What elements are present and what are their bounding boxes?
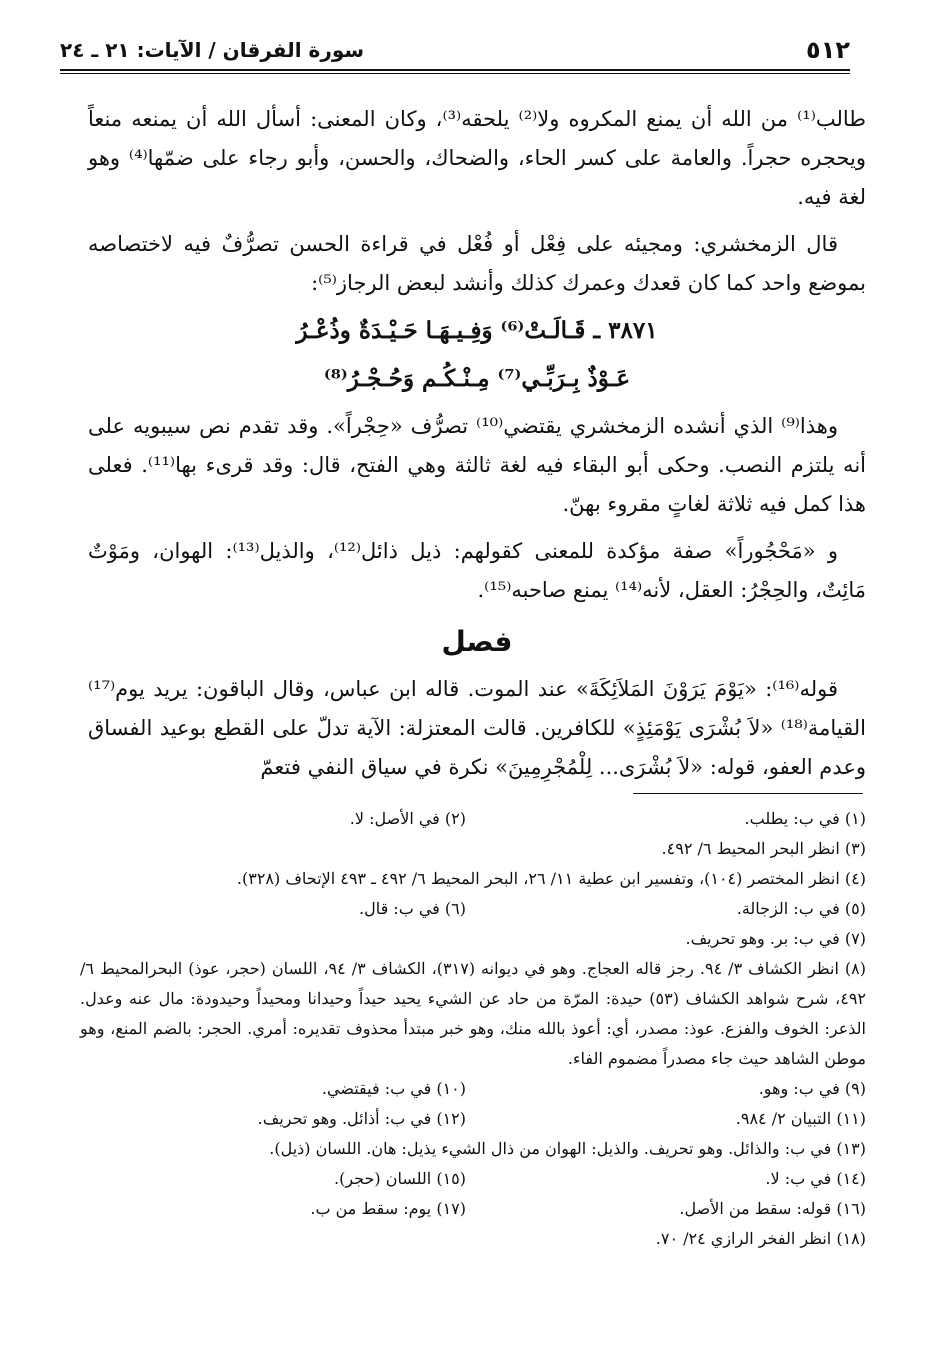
verse-line-2: عَـوْذٌ بِـرَبِّـي⁽⁷⁾ مِـنْـكُـم وَحُـجْـرُ⁽⁸⁾ xyxy=(323,365,631,392)
footnote-17: (١٧) يوم: سقط من ب. xyxy=(310,1199,466,1218)
section-title: فصل xyxy=(441,625,513,658)
footnote-9: (٩) في ب: وهو. xyxy=(758,1079,866,1098)
paragraph-1: طالب⁽¹⁾ من الله أن يمنع المكروه ولا⁽²⁾ يلحقه⁽³⁾، وكان المعنى: أسأل الله أن يمنعه منعاً ويحجره حجراً. والعامة على كسر الحاء، والضحاك، والحسن، وأبو رجاء على ضمّها⁽⁴⁾ وهو لغة فيه. xyxy=(88,107,867,209)
footnote-8: (٨) انظر الكشاف ٣/ ٩٤. رجز قاله العجاج. وهو في ديوانه (٣١٧)، الكشاف ٣/ ٩٤، اللسان (حجر، عوذ) البحرالمحيط ٦/ ٤٩٢، شرح شواهد الكشاف (٥٣) حيدة: المرّة من حاد عن الشيء يحيد حيداً وحيدانا ومحيداً وحيدودة: مال عنه وعدل. الذعر: الخوف والفزع. عوذ: مصدر، أي: أعوذ بالله منك، وهو خبر مبتدأ محذوف تقديره: أمري. الحجر: بالضم المنع، وهو موطن الشاهد حيث جاء مصدراً مضموم الفاء. xyxy=(80,959,867,1068)
page-header xyxy=(60,36,850,66)
footnote-row xyxy=(80,1104,866,1134)
footnote-row xyxy=(80,1164,866,1194)
paragraph-5: قوله⁽¹⁶⁾: «يَوْمَ يَرَوْنَ المَلاَئِكَةَ» عند الموت. قاله ابن عباس، وقال الباقون: يريد يوم⁽¹⁷⁾ القيامة⁽¹⁸⁾ «لاَ بُشْرَى يَوْمَئِذٍ» للكافرين. قالت المعتزلة: الآية تدلّ على القطع بوعيد الفساق وعدم العفو، قوله: «لاَ بُشْرَى... لِلْمُجْرِمِينَ» نكرة في سياق النفي فتعمّ xyxy=(88,677,866,779)
footnote-18: (١٨) انظر الفخر الرازي ٢٤/ ٧٠. xyxy=(655,1229,866,1248)
footnote-4: (٤) انظر المختصر (١٠٤)، وتفسير ابن عطية ١١/ ٢٦، البحر المحيط ٦/ ٤٩٢ ـ ٤٩٣ الإتحاف (٣٢٨). xyxy=(236,869,866,888)
header-rule xyxy=(60,69,850,71)
footnote-separator xyxy=(633,793,863,794)
main-text xyxy=(88,100,866,795)
footnote-row xyxy=(80,1194,866,1224)
paragraph-4: و «مَحْجُوراً» صفة مؤكدة للمعنى كقولهم: ذيل ذائل⁽¹²⁾، والذيل⁽¹³⁾: الهوان، ومَوْتٌ مَائِتٌ، والحِجْرُ: العقل، لأنه⁽¹⁴⁾ يمنع صاحبه⁽¹⁵⁾. xyxy=(88,539,866,602)
footnotes xyxy=(80,804,866,1254)
footnote-1: (١) في ب: يطلب. xyxy=(744,809,866,828)
running-title: سورة الفرقان / الآيات: ٢١ ـ ٢٤ xyxy=(60,38,365,62)
footnote-16: (١٦) قوله: سقط من الأصل. xyxy=(679,1199,866,1218)
footnote-3: (٣) انظر البحر المحيط ٦/ ٤٩٢. xyxy=(661,839,866,858)
footnote-12: (١٢) في ب: أذائل. وهو تحريف. xyxy=(257,1109,466,1128)
footnote-row xyxy=(80,894,866,924)
footnote-7: (٧) في ب: بر. وهو تحريف. xyxy=(685,929,866,948)
footnote-10: (١٠) في ب: فيقتضي. xyxy=(321,1079,466,1098)
header-rule-thin xyxy=(60,73,850,74)
footnote-15: (١٥) اللسان (حجر). xyxy=(334,1169,466,1188)
paragraph-2: قال الزمخشري: ومجيئه على فِعْل أو فُعْل في قراءة الحسن تصرُّفٌ فيه لاختصاصه بموضع واحد كما كان قعدك وعمرك كذلك وأنشد لبعض الرجاز⁽⁵⁾: xyxy=(88,232,866,295)
footnote-5: (٥) في ب: الزجالة. xyxy=(736,899,866,918)
footnote-11: (١١) التبيان ٢/ ٩٨٤. xyxy=(735,1109,866,1128)
footnote-14: (١٤) في ب: لا. xyxy=(765,1169,866,1188)
footnote-row xyxy=(80,1074,866,1104)
footnote-6: (٦) في ب: قال. xyxy=(358,899,466,918)
verse-line-1: ٣٨٧١ ـ قَـالَـتْ⁽⁶⁾ وَفِـيـهَـا حَـيْـدَةٌ وذُعْـرُ xyxy=(296,317,658,344)
page-number: ٥١٢ xyxy=(806,36,850,64)
footnote-13: (١٣) في ب: والذائل. وهو تحريف. والذيل: الهوان من ذال الشيء يذيل: هان. اللسان (ذيل). xyxy=(269,1139,866,1158)
footnote-row xyxy=(80,804,866,834)
paragraph-3: وهذا⁽⁹⁾ الذي أنشده الزمخشري يقتضي⁽¹⁰⁾ تصرُّف «حِجْراً». وقد تقدم نص سيبويه على أنه يلتزم النصب. وحكى أبو البقاء فيه لغة ثالثة وهي الفتح، قال: وقد قرىء بها⁽¹¹⁾. فعلى هذا كمل فيه ثلاثة لغاتٍ مقروء بهنّ. xyxy=(88,414,866,516)
footnote-2: (٢) في الأصل: لا. xyxy=(349,809,466,828)
